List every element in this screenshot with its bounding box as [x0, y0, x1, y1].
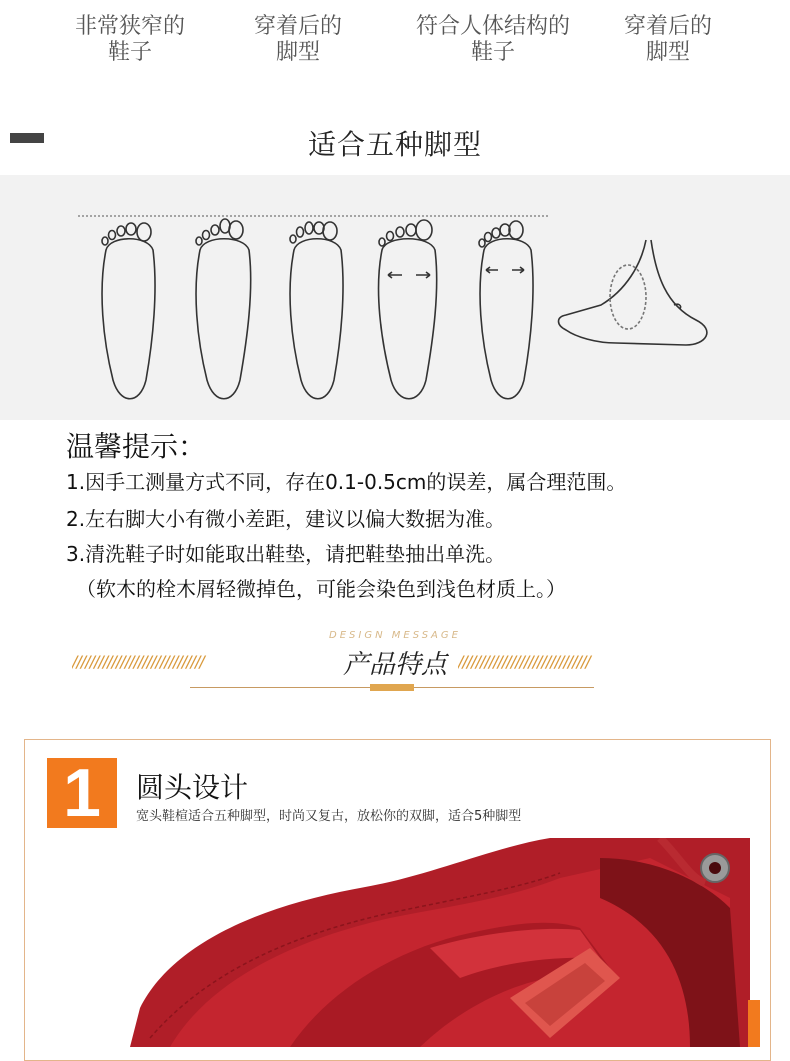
- caption-narrow-shoe: [35, 14, 225, 66]
- tips-title: 温馨提示：: [66, 430, 207, 463]
- features-title: 产品特点: [342, 650, 447, 680]
- foot-types-illustration: [0, 175, 790, 420]
- caption-line-2: 鞋子: [470, 40, 515, 65]
- caption-line-2: 脚型: [275, 40, 320, 65]
- section-title: 适合五种脚型: [307, 128, 482, 161]
- foot-type-greek: [196, 219, 251, 399]
- caption-ergonomic-shoe: [398, 14, 588, 66]
- feature-description: 宽头鞋楦适合五种脚型，时尚又复古，放松你的双脚，适合5种脚型: [136, 809, 522, 824]
- tip-line-3: 3.清洗鞋子时如能取出鞋垫，请把鞋垫抽出单洗。: [66, 542, 506, 566]
- caption-line-2: 鞋子: [107, 40, 152, 65]
- foot-type-narrow: [479, 221, 533, 399]
- caption-line-2: 脚型: [645, 40, 690, 65]
- accent-strip: [748, 1000, 760, 1047]
- caption-line-1: 穿着后的: [253, 14, 342, 39]
- stripe-decoration-left: //////////////////////////////: [72, 652, 204, 670]
- design-message: DESIGN MESSAGE: [329, 630, 461, 641]
- shoe-illustration: [130, 838, 750, 1047]
- tip-line-4: （软木的栓木屑轻微掉色，可能会染色到浅色材质上。）: [76, 577, 566, 601]
- feature-title: 圆头设计: [136, 771, 249, 804]
- foot-outlines-svg: [0, 175, 790, 420]
- caption-line-1: 非常狭窄的: [74, 14, 185, 39]
- feature-number-badge: [47, 755, 117, 831]
- foot-side-view: [559, 240, 707, 345]
- foot-type-wide: [379, 220, 437, 399]
- features-divider-accent: [370, 684, 414, 691]
- caption-line-1: 穿着后的: [623, 14, 712, 39]
- feature-number: 1: [63, 755, 101, 831]
- red-shoe-photo: [130, 838, 750, 1047]
- foot-type-egyptian: [102, 223, 155, 399]
- stripe-decoration-right: //////////////////////////////: [458, 652, 590, 670]
- tip-line-2: 2.左右脚大小有微小差距，建议以偏大数据为准。: [66, 507, 506, 531]
- caption-line-1: 符合人体结构的: [415, 14, 570, 39]
- foot-type-roman: [290, 222, 343, 399]
- caption-worn-foot-2: [573, 14, 763, 66]
- tip-line-1: 1.因手工测量方式不同，存在0.1-0.5cm的误差，属合理范围。: [66, 470, 627, 494]
- caption-worn-foot-1: [203, 14, 393, 66]
